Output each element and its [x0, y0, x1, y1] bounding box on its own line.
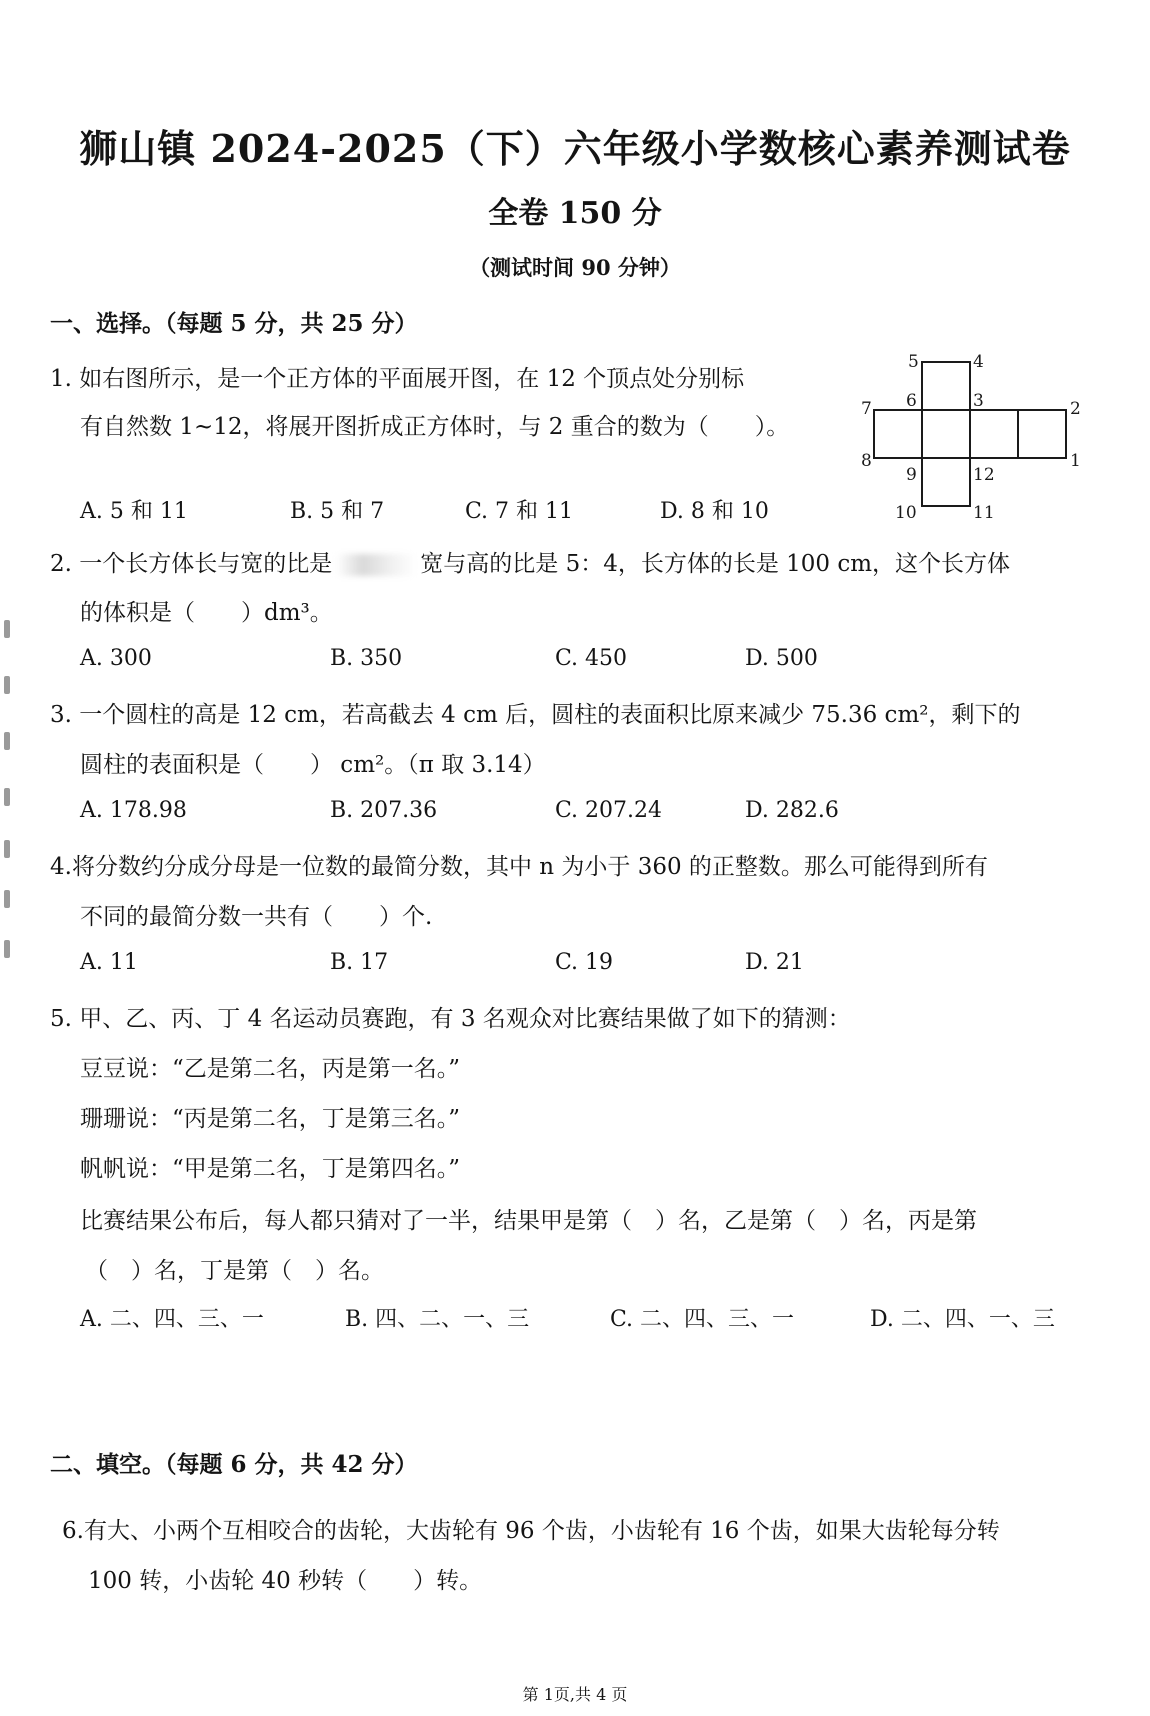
q2-line2: 的体积是（ ）dm³。 — [80, 600, 333, 626]
q2-line1-end: 宽与高的比是 5：4，长方体的长是 100 cm，这个长方体 — [420, 551, 1011, 577]
net-face-right — [970, 410, 1018, 458]
page-title: 狮山镇 2024-2025（下）六年级小学数核心素养测试卷 — [79, 126, 1071, 171]
vertex-label: 9 — [906, 465, 917, 485]
net-face-bottom — [922, 458, 970, 506]
vertex-label: 3 — [973, 391, 984, 411]
q5-line6: （ ）名，丁是第（ ）名。 — [85, 1258, 384, 1284]
margin-mark — [4, 940, 10, 958]
section-2-heading: 二、填空。（每题 6 分，共 42 分） — [50, 1451, 418, 1478]
q4-line2: 不同的最简分数一共有（ ）个. — [80, 904, 433, 930]
vertex-label: 6 — [906, 391, 917, 411]
q1-option-d: D. 8 和 10 — [660, 499, 769, 524]
q4-option-c: C. 19 — [555, 950, 614, 975]
q5-guess-fanfan: 帆帆说：“甲是第二名，丁是第四名。” — [80, 1156, 461, 1182]
vertex-label: 5 — [908, 352, 919, 372]
q6-line2: 100 转，小齿轮 40 秒转（ ）转。 — [88, 1568, 483, 1594]
q2-option-d: D. 500 — [745, 646, 818, 671]
net-face-left — [874, 410, 922, 458]
q2-line1-start: 2. 一个长方体长与宽的比是 — [50, 551, 333, 577]
q1-line2: 有自然数 1~12，将展开图折成正方体时，与 2 重合的数为（ ）。 — [80, 414, 790, 440]
margin-mark — [4, 840, 10, 858]
q1-line1: 1. 如右图所示，是一个正方体的平面展开图，在 12 个顶点处分别标 — [50, 366, 745, 392]
q3-option-c: C. 207.24 — [555, 798, 663, 823]
margin-mark — [4, 788, 10, 806]
vertex-label: 10 — [895, 503, 917, 523]
q5-line1: 5. 甲、乙、丙、丁 4 名运动员赛跑，有 3 名观众对比赛结果做了如下的猜测： — [50, 1006, 851, 1032]
vertex-label: 8 — [861, 451, 872, 471]
total-score: 全卷 150 分 — [488, 196, 662, 231]
q2-option-a: A. 300 — [80, 646, 152, 671]
margin-mark — [4, 676, 10, 694]
q5-option-c: C. 二、四、三、一 — [610, 1307, 795, 1332]
q3-line1: 3. 一个圆柱的高是 12 cm，若高截去 4 cm 后，圆柱的表面积比原来减少 75.36 cm²，剩下的 — [50, 702, 1021, 728]
vertex-label: 2 — [1070, 399, 1081, 419]
q1-option-a: A. 5 和 11 — [80, 499, 188, 524]
q1-option-c: C. 7 和 11 — [465, 499, 574, 524]
net-face-far-right — [1018, 410, 1066, 458]
vertex-label: 12 — [973, 465, 995, 485]
q2-option-b: B. 350 — [330, 646, 403, 671]
net-face-center — [922, 410, 970, 458]
net-face-top — [922, 362, 970, 410]
q5-guess-shanshan: 珊珊说：“丙是第二名，丁是第三名。” — [80, 1106, 461, 1132]
q4-option-b: B. 17 — [330, 950, 389, 975]
q3-option-b: B. 207.36 — [330, 798, 438, 823]
q5-guess-doudou: 豆豆说：“乙是第二名，丙是第一名。” — [80, 1056, 461, 1082]
q3-option-a: A. 178.98 — [80, 798, 187, 823]
q4-option-a: A. 11 — [80, 950, 138, 975]
blurred-ratio — [336, 554, 416, 576]
q4-line1: 4.将分数约分成分母是一位数的最简分数，其中 n 为小于 360 的正整数。那么可能得到所有 — [50, 854, 988, 880]
q2-option-c: C. 450 — [555, 646, 628, 671]
page-number: 第 1页,共 4 页 — [522, 1685, 628, 1704]
test-duration: （测试时间 90 分钟） — [469, 255, 681, 280]
q5-line5: 比赛结果公布后，每人都只猜对了一半，结果甲是第（ ）名，乙是第（ ）名，丙是第 — [80, 1208, 977, 1234]
q5-option-d: D. 二、四、一、三 — [870, 1307, 1055, 1332]
margin-mark — [4, 732, 10, 750]
vertex-label: 7 — [861, 399, 872, 419]
q6-line1: 6.有大、小两个互相咬合的齿轮，大齿轮有 96 个齿，小齿轮有 16 个齿，如果大齿轮每分转 — [62, 1518, 1000, 1544]
margin-mark — [4, 620, 10, 638]
q4-option-d: D. 21 — [745, 950, 804, 975]
q2-line1 — [50, 545, 1010, 578]
q1-option-b: B. 5 和 7 — [290, 499, 385, 524]
section-1-heading: 一、选择。（每题 5 分，共 25 分） — [50, 310, 418, 337]
q3-option-d: D. 282.6 — [745, 798, 839, 823]
q3-line2: 圆柱的表面积是（ ） cm²。（π 取 3.14） — [80, 752, 546, 778]
vertex-label: 4 — [973, 352, 984, 372]
vertex-label: 11 — [973, 503, 995, 523]
q5-option-b: B. 四、二、一、三 — [345, 1307, 530, 1332]
cube-net-figure — [860, 350, 1090, 528]
q5-option-a: A. 二、四、三、一 — [80, 1307, 264, 1332]
vertex-label: 1 — [1070, 451, 1081, 471]
margin-mark — [4, 890, 10, 908]
